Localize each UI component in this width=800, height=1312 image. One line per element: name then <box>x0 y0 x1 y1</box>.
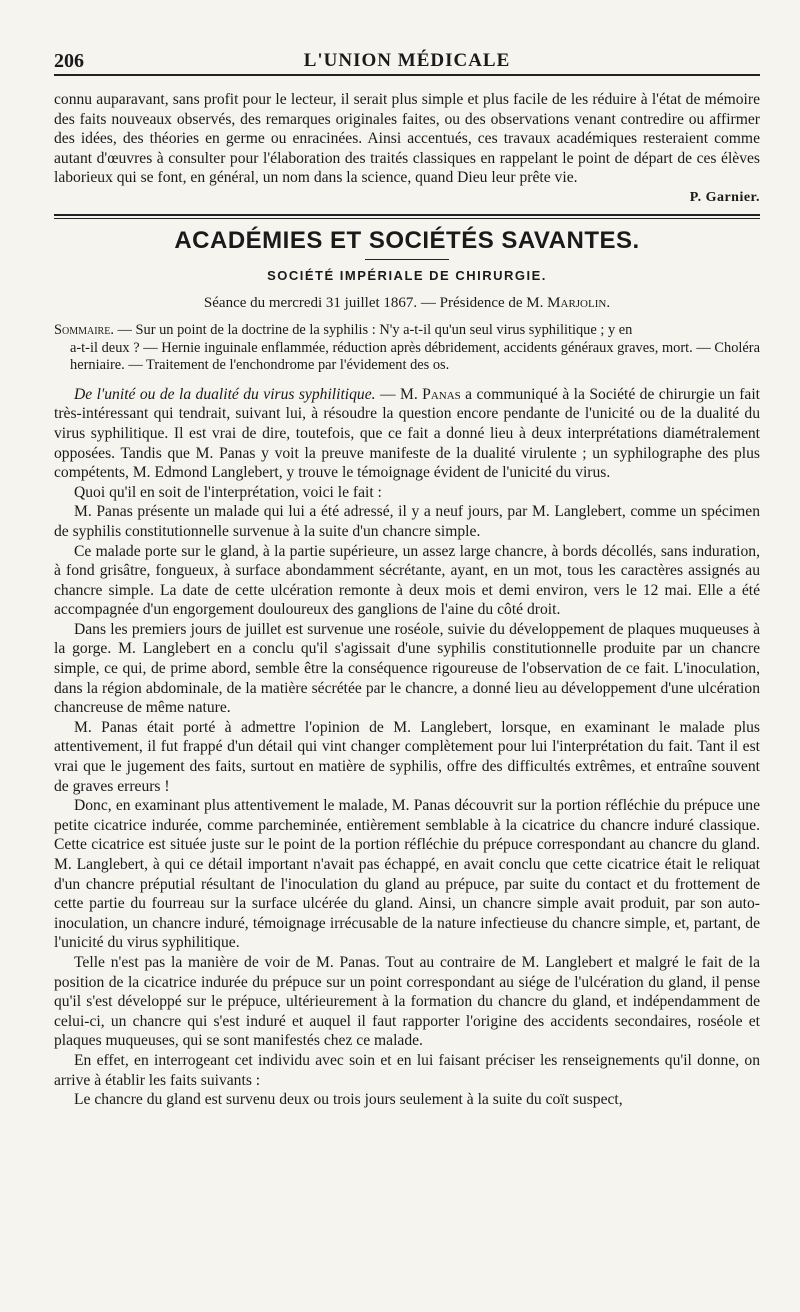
article-paragraph: Telle n'est pas la manière de voir de M. Panas. Tout au contraire de M. Langlebert et malgré le fait de la position de la cicatrice indurée du prépuce sur un point correspondant au siége de l'ulcération du gland, il pense qu'il s'est développé sur le prépuce, ultérieurement à la formation du chancre du gland, et indépendamment de celui-ci, un chancre qui s'est induré et auquel il faut rapporter l'origine des accidents secondaires, roséole et plaques muqueuses, qui se sont manifestés chez ce malade. <box>54 953 760 1050</box>
article-paragraph: M. Panas présente un malade qui lui a été adressé, il y a neuf jours, par M. Langlebert, comme un spécimen de syphilis constitutionnelle survenue à la suite d'un chancre simple. <box>54 503 760 540</box>
section-divider <box>54 214 760 219</box>
article-paragraph: Donc, en examinant plus attentivement le malade, M. Panas découvrit sur la portion réfléchie du prépuce une petite cicatrice indurée, comme parcheminée, entièrement semblable à la cicatrice du chancre induré classique. Cette cicatrice est située juste sur le point de la portion réfléchie du prépuce correspondant au chancre du gland. M. Langlebert, à qui ce détail important n'avait pas échappé, en avait conclu que cette cicatrice était le reliquat d'un chancre préputial résultant de l'inoculation du gland au prépuce, par suite du contact et du frottement de cette partie du fourreau sur la surface ulcérée du gland. Ainsi, un chancre simple avait produit, par son auto-inoculation, un chancre induré, témoignage irrécusable de la nature infectieuse du chancre simple, et, partant, de l'unicité du virus syphilitique. <box>54 797 760 952</box>
session-date: Séance du mercredi 31 juillet 1867. — Présidence de M. <box>203 294 548 311</box>
session-line <box>54 295 760 312</box>
article-paragraph: En effet, en interrogeant cet individu avec soin et en lui faisant préciser les renseignements qu'il donne, on arrive à établir les faits suivants : <box>54 1051 760 1089</box>
running-head <box>54 48 760 76</box>
intro-paragraph: connu auparavant, sans profit pour le lecteur, il serait plus simple et plus facile de les réduire à l'état de mémoire des faits nouveaux observés, des remarques originales faites, ou des observations venant contredire ou affirmer des idées, des théories en germe ou enracinées. Ainsi accentués, ces travaux académiques resteraient comme autant d'œuvres à consulter pour l'élaboration des traités classiques en rappelant le point de départ de ces élèves laborieux qui se font, en général, un nom dans la science, quand Dieu leur prête vie. <box>54 91 760 187</box>
author-signature: P. Garnier. <box>689 189 760 205</box>
article-paragraph: Quoi qu'il en soit de l'interprétation, voici le fait : <box>74 483 382 501</box>
summary-label: Sommaire. <box>54 321 114 338</box>
author-name: Panas <box>422 385 461 403</box>
article-body <box>54 385 760 1110</box>
article-paragraph: Dans les premiers jours de juillet est survenue une roséole, suivie du développement de plaques muqueuses à la gorge. M. Langlebert en a conclu qu'il s'agissait d'une syphilis constitutionnelle produite par un chancre simple, ce qui, de prime abord, semble être la conséquence rigoureuse de l'observation de ce fait. L'inoculation, dans la région abdominale, de la matière sécrétée par le chancre, a donné lieu au développement d'une ulcération chancreuse de même nature. <box>54 620 760 717</box>
article-paragraph: Ce malade porte sur le gland, à la partie supérieure, un assez large chancre, à bords décollés, sans induration, à fond grisâtre, fongueux, à surface abondamment sécrétante, ayant, en un mot, tous les caractères assignés au chancre simple. La date de cette ulcération remonte à deux mois et demi environ, vers le 12 mai. Elle a été accompagnée d'un engorgement douloureux des ganglions de l'aine du côté droit. <box>54 542 760 619</box>
section-title: ACADÉMIES ET SOCIÉTÉS SAVANTES. <box>174 226 640 254</box>
society-title: SOCIÉTÉ IMPÉRIALE DE CHIRURGIE. <box>267 267 547 283</box>
summary-text-first: — Sur un point de la doctrine de la syphilis : N'y a-t-il qu'un seul virus syphilitique ; y en <box>113 321 633 338</box>
page-number: 206 <box>54 50 84 72</box>
session-president: Marjolin. <box>547 294 611 311</box>
article-paragraph: Le chancre du gland est survenu deux ou trois jours seulement à la suite du coït suspect, <box>74 1091 623 1109</box>
intro-block <box>54 90 760 206</box>
article-heading: De l'unité ou de la dualité du virus syphilitique. <box>74 385 376 403</box>
journal-title: L'UNION MÉDICALE <box>303 50 511 71</box>
summary-text-rest: a-t-il deux ? — Hernie inguinale enflammée, réduction après débridement, accidents généraux graves, mort. — Choléra herniaire. — Traitement de l'enchondrome par l'évidement des os. <box>70 339 760 374</box>
article-dash: — M. <box>375 385 423 403</box>
summary <box>54 322 760 375</box>
article-paragraph: M. Panas était porté à admettre l'opinion de M. Langlebert, lorsque, en examinant le malade plus attentivement, il fut frappé d'un détail qui vint changer complètement pour lui l'interprétation du fait. Tant il est vrai que le jugement des faits, surtout en matière de syphilis, offre des difficultés extrêmes, et entraîne souvent de graves erreurs ! <box>54 718 760 795</box>
article-text: a communiqué à la Société de chirurgie un fait très-intéressant qui tendrait, suivant lui, à résoudre la question encore pendante de l'unicité ou de la dualité du virus syphilitique. Il est vrai de dire, toutefois, que ce fait a donné lieu à deux interprétations diamétralement opposées. Tandis que M. Panas y voit la preuve manifeste de la dualité virulente ; un syphilographe des plus compétents, M. Edmond Langlebert, y trouve le témoignage évident de l'unicité du virus. <box>54 385 760 482</box>
article-paragraph <box>54 385 760 483</box>
title-underline <box>365 259 449 260</box>
